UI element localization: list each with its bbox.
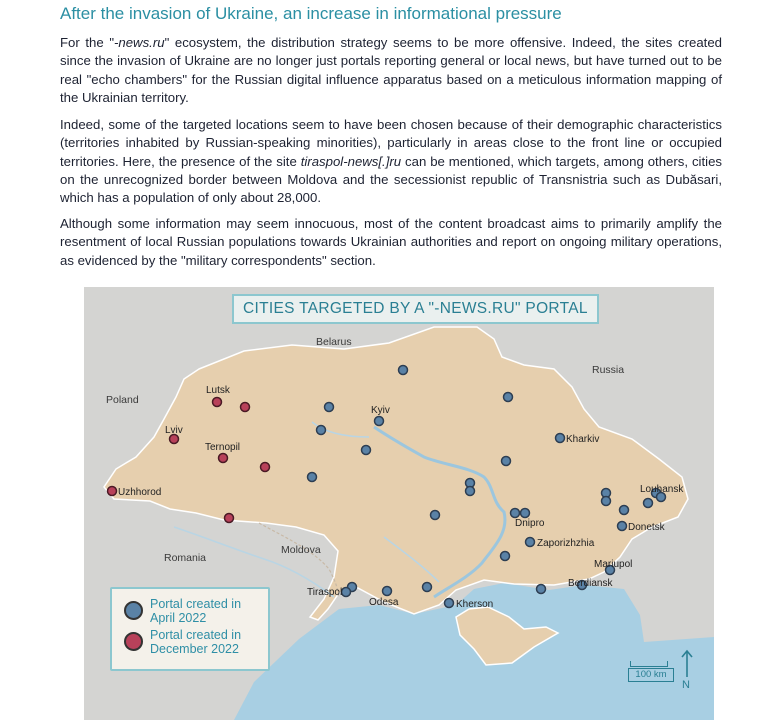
city-berdiansk	[568, 578, 613, 590]
lutsk-marker	[213, 398, 222, 407]
p1-text-b: " ecosystem, the distribution strategy seems to be more offensive. Indeed, the sites created since the invasion of Ukraine are no longer just portals reporting general or local news, but have turned out to be real "echo chambers" for the Russian digital influence apparatus based on a meticulous information mapping of the Ukrainian territory.	[60, 35, 722, 105]
lutsk-label: Lutsk	[206, 385, 230, 396]
ukraine-map	[84, 287, 714, 720]
legend-april	[124, 597, 260, 625]
dnipro-label: Dnipro	[515, 518, 545, 529]
paragraph-3: Although some information may seem innocuous, most of the content broadcast aims to primarily amplify the resentment of local Russian populations towards Ukrainian authorities and report on ongoing military operations, as evidenced by the "military correspondents" section.	[60, 216, 722, 268]
lviv-label: Lviv	[165, 425, 183, 436]
dnipro-marker	[521, 509, 530, 518]
zaporizhzhia-label: Zaporizhzhia	[537, 538, 595, 549]
marker-april	[431, 511, 440, 520]
marker-april	[501, 552, 510, 561]
map-title: CITIES TARGETED BY A "-NEWS.RU" PORTAL	[232, 294, 599, 324]
legend-december	[124, 628, 260, 656]
odesa-marker	[383, 587, 392, 596]
legend-april-dot	[124, 601, 143, 620]
tiraspol-label: Tiraspol	[307, 587, 343, 598]
marker-april	[502, 457, 511, 466]
marker-april	[362, 446, 371, 455]
marker-april	[511, 509, 520, 518]
legend-april-label: Portal created in April 2022	[150, 597, 242, 625]
paragraph-2	[60, 116, 722, 207]
paragraph-1	[60, 34, 722, 107]
north-label: N	[682, 679, 690, 691]
p1-site-name: -news.ru	[114, 35, 165, 50]
scale-bar-label: 100 km	[628, 668, 674, 682]
label-russia: Russia	[592, 364, 625, 376]
kyiv-label: Kyiv	[371, 405, 390, 416]
legend-december-dot	[124, 632, 143, 651]
marker-april	[423, 583, 432, 592]
label-poland: Poland	[106, 394, 139, 406]
mariupol-label: Mariupol	[594, 559, 633, 570]
donetsk-marker	[618, 522, 627, 531]
kharkiv-marker	[556, 434, 565, 443]
p2-text-b: can be mentioned, which targets, among others, cities on the unrecognized border between Moldova and the secessionist republic of Transnistria such as Dubăsari, which has a population of only about 28,000.	[60, 153, 722, 206]
ternopil-marker	[219, 454, 228, 463]
kherson-marker	[445, 599, 454, 608]
uzhhorod-marker	[108, 487, 117, 496]
marker-april	[620, 506, 629, 515]
marker-december	[241, 403, 250, 412]
city-tiraspol	[307, 587, 351, 598]
north-arrow-icon	[679, 649, 695, 679]
legend-december-label: Portal created in December 2022	[150, 628, 242, 656]
kyiv-marker	[375, 417, 384, 426]
kharkiv-label: Kharkiv	[566, 434, 600, 445]
marker-april	[308, 473, 317, 482]
marker-december	[261, 463, 270, 472]
marker-april	[602, 497, 611, 506]
tiraspol-marker	[342, 588, 351, 597]
label-romania: Romania	[164, 552, 207, 564]
marker-april	[325, 403, 334, 412]
marker-april	[537, 585, 546, 594]
marker-april	[644, 499, 653, 508]
north-indicator	[679, 649, 695, 693]
ternopil-label: Ternopil	[205, 442, 241, 453]
zaporizhzhia-marker	[526, 538, 535, 547]
scale-bar	[628, 655, 672, 685]
berdiansk-label: Berdiansk	[568, 578, 613, 589]
map-legend	[110, 587, 270, 671]
kherson-label: Kherson	[456, 599, 494, 610]
donetsk-label: Donetsk	[628, 522, 665, 533]
section-heading: After the invasion of Ukraine, an increase in informational pressure	[60, 4, 562, 23]
scale-bar-line	[630, 661, 668, 667]
p2-text-a: Indeed, some of the targeted locations seem to have been chosen because of their demographic characteristics (territories inhabited by Russian-speaking minorities), particularly in areas close to the front line or occupied territories. Here, the presence of the site	[60, 117, 722, 169]
marker-april	[317, 426, 326, 435]
p1-text-a: For the "	[60, 35, 114, 50]
louhansk-label: Louhansk	[640, 484, 684, 495]
marker-april	[399, 366, 408, 375]
label-moldova: Moldova	[281, 544, 321, 556]
p2-site-name: tiraspol-news[.]ru	[300, 153, 402, 169]
marker-april	[466, 487, 475, 496]
marker-december	[225, 514, 234, 523]
marker-april	[504, 393, 513, 402]
odesa-label: Odesa	[369, 597, 399, 608]
label-belarus: Belarus	[316, 336, 352, 348]
uzhhorod-label: Uzhhorod	[118, 487, 162, 498]
